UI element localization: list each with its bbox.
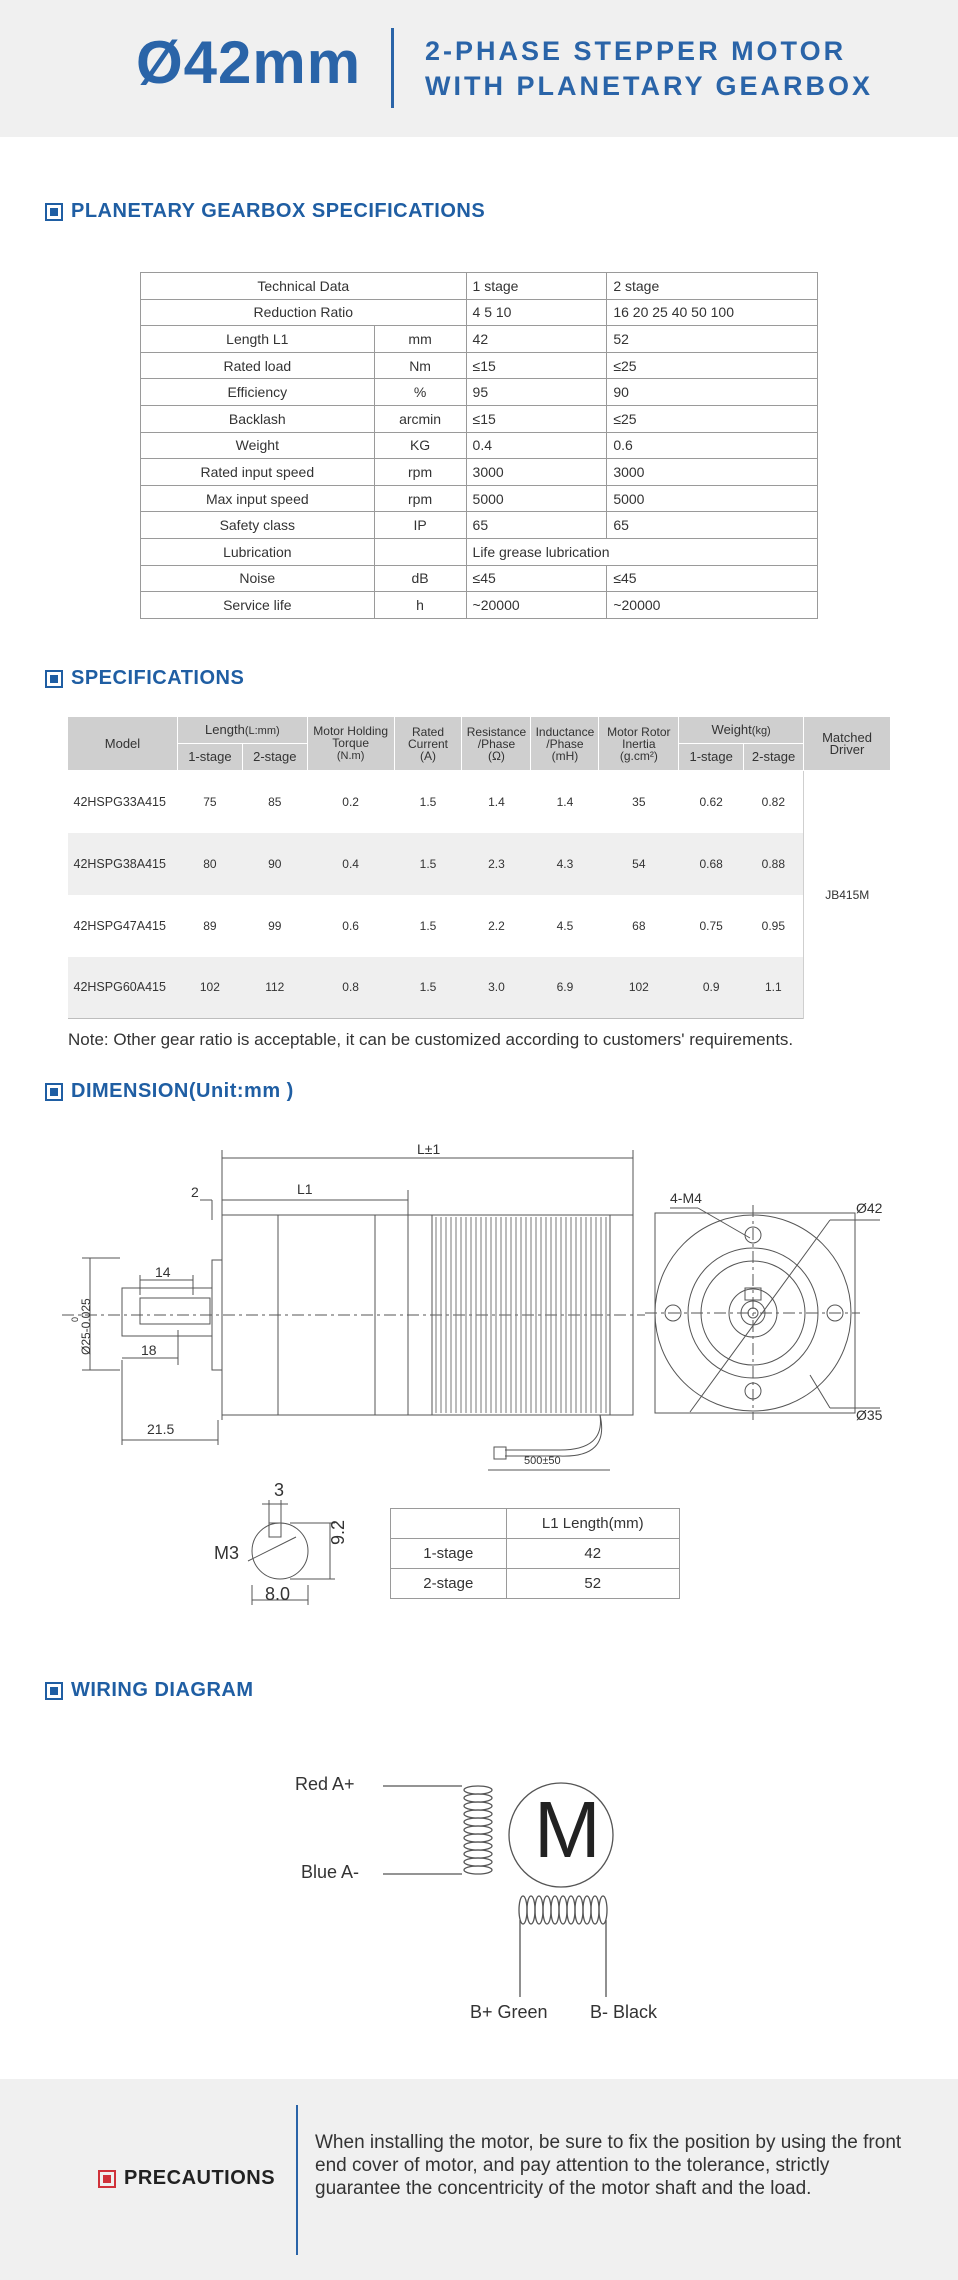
- table-cell: 65: [607, 512, 818, 539]
- table-cell: 4.3: [531, 833, 599, 895]
- table-cell: ≤25: [607, 352, 818, 379]
- table-cell: 3000: [607, 459, 818, 486]
- table-cell: ≤45: [466, 565, 607, 592]
- square-bullet-icon: [45, 1083, 63, 1101]
- table-cell: Service life: [141, 592, 375, 619]
- table-cell: 0.9: [679, 957, 744, 1019]
- table-cell: 1.4: [488, 794, 505, 809]
- motor-letter: M: [534, 1785, 601, 1874]
- table-cell: 1.5: [419, 918, 437, 933]
- col-weight-1: 1-stage: [679, 744, 744, 771]
- table-cell: 3.0: [462, 957, 531, 1019]
- coil-b-loop: [599, 1896, 607, 1924]
- table-cell: 68: [632, 918, 646, 933]
- dim-shaft-total: 21.5: [147, 1421, 175, 1437]
- table-cell: 42HSPG47A415: [73, 918, 166, 933]
- col-torque: Motor Holding Torque (N.m): [307, 717, 394, 771]
- table-cell: 99: [268, 918, 282, 933]
- wiring-heading: WIRING DIAGRAM: [45, 1679, 254, 1702]
- table-cell: 102: [177, 957, 242, 1019]
- table-cell: h: [374, 592, 466, 619]
- wire-black-label: B- Black: [590, 2002, 658, 2022]
- table-cell: 1.5: [394, 957, 462, 1019]
- table-cell: Nm: [374, 352, 466, 379]
- coil-a-loop: [464, 1802, 492, 1810]
- table-row: [141, 538, 818, 565]
- coil-a-loop: [464, 1826, 492, 1834]
- specifications-heading: SPECIFICATIONS: [45, 667, 244, 690]
- table-cell: 65: [466, 512, 607, 539]
- table-row: [141, 592, 818, 619]
- matched-driver: JB415M: [804, 771, 891, 1019]
- wire-red-label: Red A+: [295, 1774, 355, 1794]
- precautions-text: When installing the motor, be sure to fix the position by using the front end cover of motor, and pay attention to the tolerance, strictly guarantee the concentricity of the motor shaft and the load.: [315, 2132, 902, 2199]
- table-row: [141, 485, 818, 512]
- table-cell: 52: [607, 326, 818, 353]
- coil-a-loop: [464, 1834, 492, 1842]
- wire-green-label: B+ Green: [470, 2002, 548, 2022]
- table-cell: 80: [177, 833, 242, 895]
- table-cell: 102: [599, 957, 679, 1019]
- coil-b-loop: [575, 1896, 583, 1924]
- table-cell: ≤15: [466, 352, 607, 379]
- table-row: [68, 895, 891, 957]
- coil-b-loop: [535, 1896, 543, 1924]
- table-cell: 3000: [466, 459, 607, 486]
- col-resistance: Resistance /Phase (Ω): [462, 717, 531, 771]
- dim-flange: 2: [191, 1184, 199, 1200]
- table-cell: 5000: [607, 485, 818, 512]
- table-cell: Life grease lubrication: [466, 538, 817, 565]
- table-cell: L1 Length(mm): [506, 1509, 679, 1539]
- table-cell: rpm: [374, 485, 466, 512]
- table-cell: 0.8: [307, 957, 394, 1019]
- table-cell: 16 20 25 40 50 100: [607, 299, 818, 326]
- table-row: [68, 833, 891, 895]
- table-cell: 90: [607, 379, 818, 406]
- table-cell: 1.1: [744, 957, 804, 1019]
- table-cell: 54: [599, 833, 679, 895]
- table-cell: 35: [632, 794, 646, 809]
- table-cell: Efficiency: [141, 379, 375, 406]
- table-cell: 2 stage: [607, 273, 818, 300]
- col-weight: Weight(kg): [679, 717, 804, 744]
- table-cell: 4.5: [556, 918, 574, 933]
- dim-shaft-length: 18: [141, 1342, 157, 1358]
- dim-d35: Ø35: [856, 1407, 883, 1423]
- table-row: [141, 459, 818, 486]
- l1-length-table: [390, 1508, 680, 1599]
- col-weight-2: 2-stage: [744, 744, 804, 771]
- table-cell: dB: [374, 565, 466, 592]
- col-current: Rated Current (A): [394, 717, 462, 771]
- coil-a-loop: [464, 1810, 492, 1818]
- table-cell: 1 stage: [466, 273, 607, 300]
- table-cell: 42: [506, 1539, 679, 1569]
- coil-b-loop: [583, 1896, 591, 1924]
- specifications-table: [67, 716, 891, 1019]
- table-cell: 0.68: [679, 833, 744, 895]
- col-length: Length(L:mm): [177, 717, 307, 744]
- customization-note: Note: Other gear ratio is acceptable, it can be customized according to customers' requirements.: [68, 1030, 794, 1049]
- header-divider: [391, 28, 394, 108]
- dim-holes: 4-M4: [670, 1190, 702, 1206]
- square-bullet-icon: [45, 670, 63, 688]
- motor-size: Ø42mm: [136, 29, 362, 96]
- dim-d42: Ø42: [856, 1200, 883, 1216]
- col-inertia: Motor Rotor Inertia (g.cm²): [599, 717, 679, 771]
- table-cell: ~20000: [466, 592, 607, 619]
- table-cell: 0.6: [342, 918, 359, 933]
- table-row: [141, 273, 818, 300]
- table-row: [141, 432, 818, 459]
- table-cell: 0.6: [607, 432, 818, 459]
- coil-a-loop: [464, 1866, 492, 1874]
- coil-b-loop: [543, 1896, 551, 1924]
- coil-a-loop: [464, 1842, 492, 1850]
- table-cell: 0.4: [466, 432, 607, 459]
- square-bullet-icon: [45, 1682, 63, 1700]
- col-driver: Matched Driver: [804, 717, 891, 771]
- table-cell: 42HSPG33A415: [73, 794, 166, 809]
- precautions-title: PRECAUTIONS: [98, 2167, 275, 2190]
- table-cell: 2.3: [462, 833, 531, 895]
- table-cell: 75: [203, 794, 217, 809]
- table-cell: mm: [374, 326, 466, 353]
- table-row: [68, 957, 891, 1019]
- table-cell: Rated input speed: [141, 459, 375, 486]
- table-row: [391, 1569, 680, 1599]
- dim-key-width: 3: [274, 1480, 285, 1500]
- coil-a-loop: [464, 1818, 492, 1826]
- table-row: [391, 1509, 680, 1539]
- gearbox-heading: PLANETARY GEARBOX SPECIFICATIONS: [45, 200, 485, 223]
- dim-key-length: 14: [155, 1264, 171, 1280]
- table-cell: 0.88: [744, 833, 804, 895]
- table-cell: 112: [242, 957, 307, 1019]
- table-cell: 2.2: [488, 918, 505, 933]
- table-cell: 6.9: [531, 957, 599, 1019]
- square-bullet-icon: [45, 203, 63, 221]
- table-cell: 42HSPG60A415: [68, 957, 178, 1019]
- dim-height: 9.2: [328, 1519, 348, 1545]
- table-cell: ~20000: [607, 592, 818, 619]
- table-cell: 1.5: [394, 833, 462, 895]
- coil-b-loop: [519, 1896, 527, 1924]
- table-cell: rpm: [374, 459, 466, 486]
- table-cell: 42: [466, 326, 607, 353]
- dim-lead-length: 500±50: [524, 1455, 561, 1467]
- coil-b-loop: [591, 1896, 599, 1924]
- table-cell: Noise: [141, 565, 375, 592]
- table-cell: Backlash: [141, 405, 375, 432]
- coil-b-loop: [559, 1896, 567, 1924]
- table-cell: 0.82: [761, 794, 785, 809]
- table-cell: 0.4: [307, 833, 394, 895]
- table-row: [141, 379, 818, 406]
- table-cell: 0.62: [699, 794, 723, 809]
- table-cell: Safety class: [141, 512, 375, 539]
- coil-a-loop: [464, 1858, 492, 1866]
- table-cell: 5000: [466, 485, 607, 512]
- coil-b-loop: [551, 1896, 559, 1924]
- col-length-1: 1-stage: [177, 744, 242, 771]
- wire-blue-label: Blue A-: [301, 1862, 360, 1882]
- table-cell: 2-stage: [391, 1569, 507, 1599]
- table-cell: %: [374, 379, 466, 406]
- title-line-2: WITH PLANETARY GEARBOX: [425, 71, 874, 101]
- dim-l1: L1: [297, 1181, 313, 1197]
- col-model: Model: [68, 717, 178, 771]
- dim-tolerance-top: 0: [70, 1316, 80, 1322]
- table-cell: 0.75: [699, 918, 723, 933]
- dim-width: 8.0: [265, 1584, 291, 1604]
- precautions-panel: [0, 2079, 958, 2280]
- table-row: [68, 771, 891, 833]
- table-cell: arcmin: [374, 405, 466, 432]
- precautions-divider: [296, 2105, 298, 2255]
- col-inductance: Inductance /Phase (mH): [531, 717, 599, 771]
- table-cell: Weight: [141, 432, 375, 459]
- dim-m3: M3: [214, 1543, 240, 1563]
- table-cell: ≤45: [607, 565, 818, 592]
- table-cell: ≤15: [466, 405, 607, 432]
- table-cell: 1.4: [556, 794, 574, 809]
- table-row: [141, 512, 818, 539]
- table-row: [141, 299, 818, 326]
- table-cell: Length L1: [141, 326, 375, 353]
- table-row: [141, 405, 818, 432]
- gearbox-table: [140, 272, 818, 619]
- table-cell: 0.2: [342, 794, 359, 809]
- coil-a-loop: [464, 1794, 492, 1802]
- table-cell: 89: [203, 918, 217, 933]
- table-cell: 95: [466, 379, 607, 406]
- table-cell: [374, 538, 466, 565]
- table-cell: 1.5: [419, 794, 437, 809]
- dim-shaft-diameter: Ø25-0.025: [79, 1298, 93, 1355]
- dim-total-length: L±1: [417, 1141, 441, 1157]
- table-header-row: [68, 717, 891, 744]
- table-row: [141, 352, 818, 379]
- table-cell: [391, 1509, 507, 1539]
- coil-b-loop: [567, 1896, 575, 1924]
- col-length-2: 2-stage: [242, 744, 307, 771]
- table-cell: 0.95: [761, 918, 785, 933]
- coil-b-loop: [527, 1896, 535, 1924]
- table-cell: Lubrication: [141, 538, 375, 565]
- coil-a-loop: [464, 1786, 492, 1794]
- table-cell: IP: [374, 512, 466, 539]
- square-bullet-icon: [98, 2170, 116, 2188]
- table-cell: 42HSPG38A415: [68, 833, 178, 895]
- coil-a-loop: [464, 1850, 492, 1858]
- table-cell: 52: [506, 1569, 679, 1599]
- table-row: [391, 1539, 680, 1569]
- table-cell: 85: [268, 794, 282, 809]
- page-header: [0, 0, 958, 137]
- title-line-1: 2-PHASE STEPPER MOTOR: [425, 36, 847, 66]
- table-cell: 90: [242, 833, 307, 895]
- table-cell: 1-stage: [391, 1539, 507, 1569]
- table-cell: Max input speed: [141, 485, 375, 512]
- table-cell: 4 5 10: [466, 299, 607, 326]
- table-cell: KG: [374, 432, 466, 459]
- table-cell: Rated load: [141, 352, 375, 379]
- table-row: [141, 326, 818, 353]
- table-row: [141, 565, 818, 592]
- table-cell: ≤25: [607, 405, 818, 432]
- dimension-heading: DIMENSION(Unit:mm ): [45, 1080, 294, 1103]
- table-cell: Technical Data: [141, 273, 467, 300]
- table-cell: Reduction Ratio: [141, 299, 467, 326]
